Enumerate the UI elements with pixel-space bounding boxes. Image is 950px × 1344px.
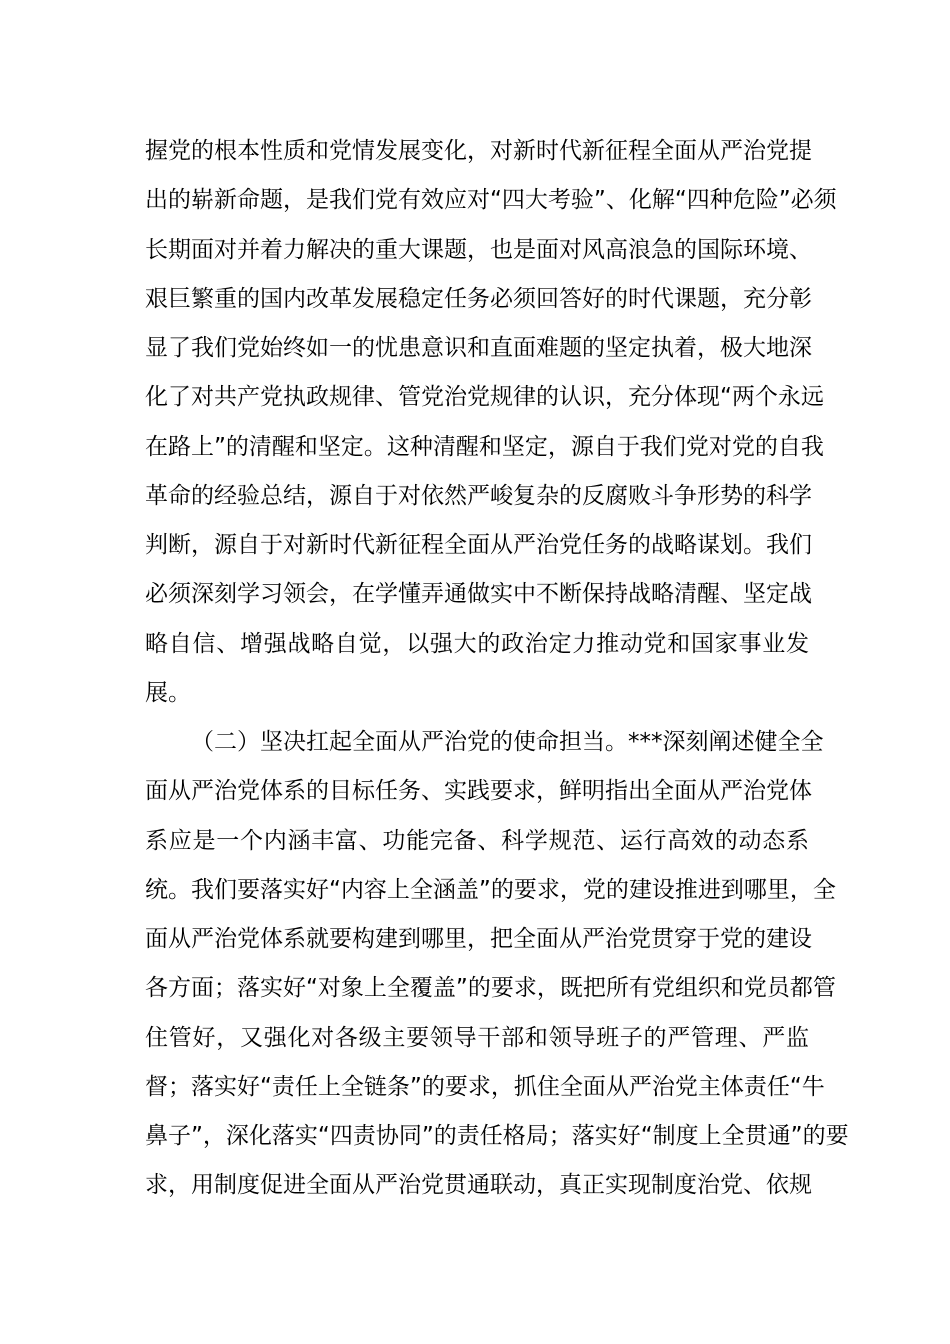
text-line: 展。	[145, 679, 191, 706]
text-line: 判断，源自于对新时代新征程全面从严治党任务的战略谋划。我们	[145, 532, 812, 558]
text-line: 督；落实好“责任上全链条”的要求，抓住全面从严治党主体责任“牛	[145, 1073, 825, 1100]
text-line: 求，用制度促进全面从严治党贯通联动，真正实现制度治党、依规	[145, 1172, 812, 1199]
text-line: 略自信、增强战略自觉，以强大的政治定力推动党和国家事业发	[145, 630, 809, 657]
paragraph-2	[145, 718, 849, 1211]
text-line: 必须深刻学习领会，在学懂弄通做实中不断保持战略清醒、坚定战	[145, 581, 812, 608]
text-line: 统。我们要落实好“内容上全涵盖”的要求，党的建设推进到哪里，全	[145, 876, 836, 903]
body-text	[145, 127, 849, 1211]
text-line: 出的崭新命题，是我们党有效应对“四大考验”、化解“四种危险”必须	[145, 187, 837, 214]
text-line: 革命的经验总结，源自于对依然严峻复杂的反腐败斗争形势的科学	[145, 482, 812, 509]
text-line: 住管好，又强化对各级主要领导干部和领导班子的严管理、严监	[145, 1024, 809, 1051]
text-line: 长期面对并着力解决的重大课题，也是面对风高浪急的国际环境、	[145, 236, 812, 263]
text-line: 各方面；落实好“对象上全覆盖”的要求，既把所有党组织和党员都管	[145, 975, 836, 1002]
section-heading-line: （二）坚决扛起全面从严治党的使命担当。***深刻阐述健全全	[191, 729, 824, 755]
text-line: 在路上”的清醒和坚定。这种清醒和坚定，源自于我们党对党的自我	[145, 433, 824, 460]
text-line: 艰巨繁重的国内改革发展稳定任务必须回答好的时代课题，充分彰	[145, 285, 812, 312]
text-line: 系应是一个内涵丰富、功能完备、科学规范、运行高效的动态系	[145, 827, 809, 854]
text-line: 鼻子”，深化落实“四责协同”的责任格局；落实好“制度上全贯通”的要	[145, 1123, 849, 1149]
text-line: 化了对共产党执政规律、管党治党规律的认识，充分体现“两个永远	[145, 384, 824, 411]
paragraph-1	[145, 127, 837, 718]
text-line: 面从严治党体系就要构建到哪里，把全面从严治党贯穿于党的建设	[145, 926, 812, 952]
text-line: 面从严治党体系的目标任务、实践要求，鲜明指出全面从严治党体	[145, 778, 812, 805]
text-line: 显了我们党始终如一的忧患意识和直面难题的坚定执着，极大地深	[145, 335, 812, 361]
text-line: 握党的根本性质和党情发展变化，对新时代新征程全面从严治党提	[145, 138, 812, 164]
